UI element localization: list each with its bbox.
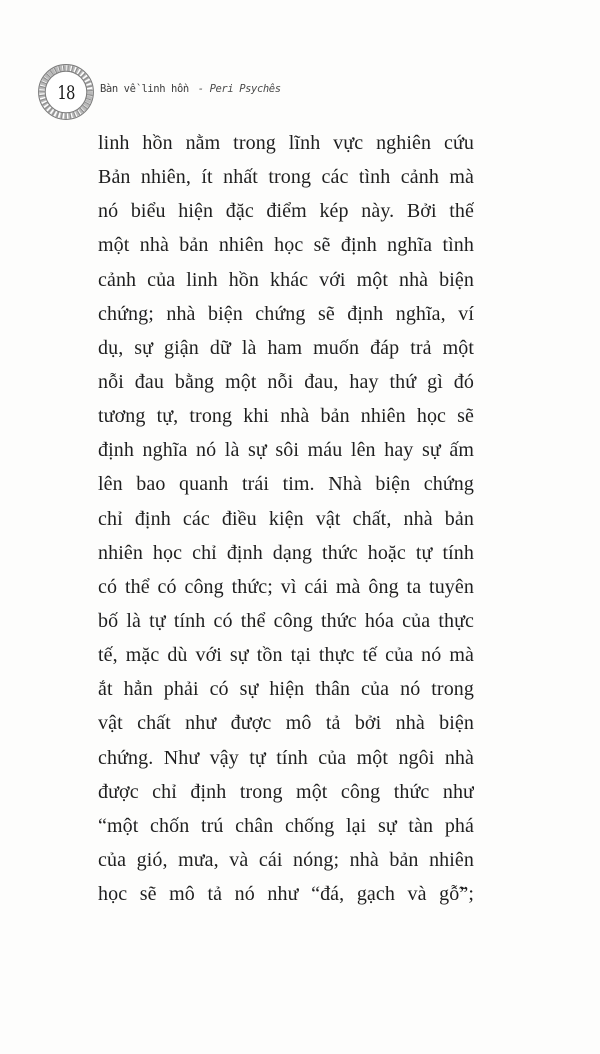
body-line: tế, mặc dù với sự tồn tại thực tế của nó mà [98, 644, 474, 667]
body-line: ắt hẳn phải có sự hiện thân của nó trong [98, 678, 474, 701]
book-title: Bàn về linh hồn [100, 83, 189, 95]
page-number-medallion [37, 63, 95, 121]
body-line: “một chốn trú chân chống lại sự tàn phá [98, 814, 474, 837]
body-line: bố là tự tính có thể công thức hóa của thực [98, 609, 474, 632]
body-line: linh hồn nằm trong lĩnh vực nghiên cứu [98, 132, 474, 154]
body-line: một nhà bản nhiên học sẽ định nghĩa tình [98, 234, 474, 257]
body-line: Bản nhiên, ít nhất trong các tình cảnh mà [98, 166, 474, 189]
page-header [0, 0, 600, 130]
body-line: nỗi đau bằng một nỗi đau, hay thứ gì đó [98, 370, 474, 393]
body-line: chỉ định các điều kiện vật chất, nhà bản [98, 507, 474, 530]
body-line: cảnh của linh hồn khác với một nhà biện [98, 268, 474, 291]
body-line: nhiên học chỉ định dạng thức hoặc tự tính [98, 541, 474, 564]
body-line: nó biểu hiện đặc điểm kép này. Bởi thế [98, 200, 474, 223]
body-line: học sẽ mô tả nó như “đá, gạch và gỗ̃”; [98, 883, 474, 906]
page-number: 18 [57, 82, 75, 104]
body-line: định nghĩa nó là sự sôi máu lên hay sự ấm [98, 439, 474, 462]
running-title [100, 83, 281, 95]
body-line: dụ, sự giận dữ là ham muốn đáp trả một [98, 336, 474, 359]
body-line: được chỉ định trong một công thức như [98, 780, 474, 803]
body-line: lên bao quanh trái tim. Nhà biện chứng [98, 473, 474, 496]
body-line: tương tự, trong khi nhà bản nhiên học sẽ [98, 405, 474, 428]
page-body [98, 126, 474, 911]
body-line: vật chất như được mô tả bởi nhà biện [98, 712, 474, 735]
body-line: chứng; nhà biện chứng sẽ định nghĩa, ví [98, 302, 474, 325]
book-subtitle: - Peri Psychês [197, 83, 281, 95]
body-line: chứng. Như vậy tự tính của một ngôi nhà [98, 746, 474, 769]
body-line: có thể có công thức; vì cái mà ông ta tuyên [98, 575, 474, 598]
body-line: của gió, mưa, và cái nóng; nhà bản nhiên [98, 848, 474, 871]
